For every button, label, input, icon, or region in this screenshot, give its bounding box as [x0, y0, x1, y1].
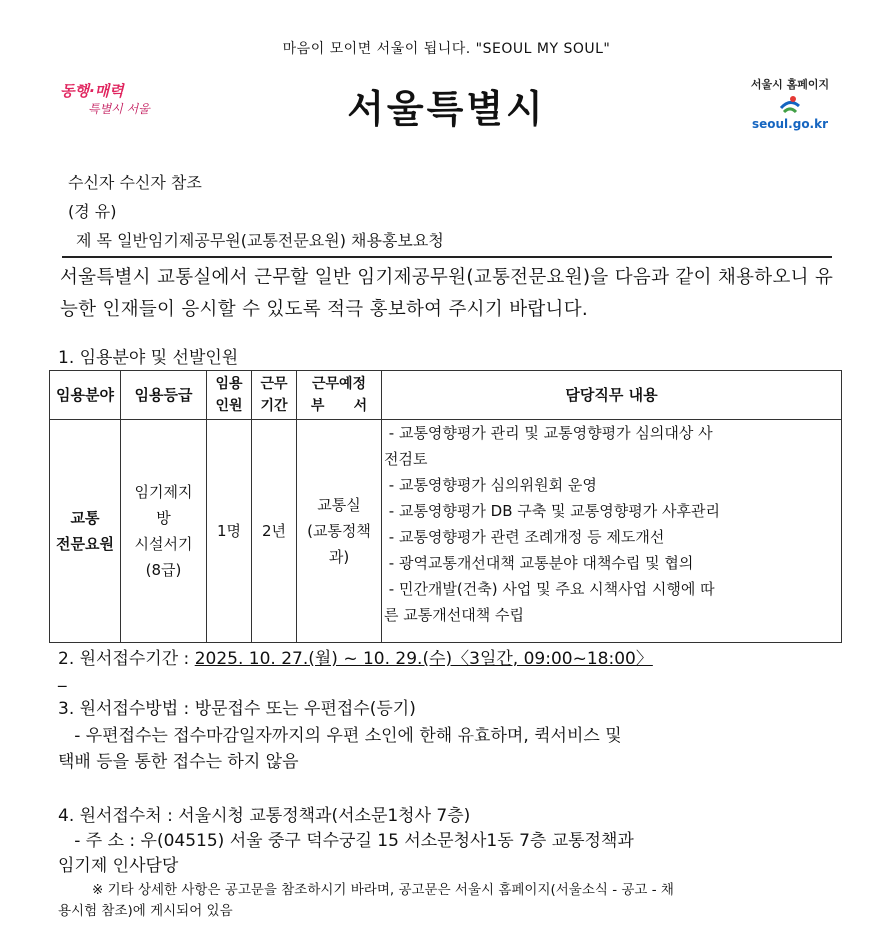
subject: 제 목 일반임기제공무원(교통전문요원) 채용홍보요청: [76, 231, 444, 250]
header-count: 임용 인원: [207, 371, 252, 420]
org-title: 서울특별시: [347, 87, 546, 131]
section1-title: 1. 임용분야 및 선발인원: [58, 348, 239, 368]
cell-field: 교통 전문요원: [50, 420, 121, 643]
section2: [58, 644, 653, 669]
note-line2: 용시험 참조)에 게시되어 있음: [58, 903, 233, 919]
logo-line2: 특별시 서울: [88, 102, 150, 116]
duty-line: - 교통영향평가 관련 조례개정 등 제도개선: [384, 528, 665, 546]
duty-line: - 민간개발(건축) 사업 및 주요 시책사업 시행에 따: [384, 580, 715, 598]
section3-title: 3. 원서접수방법 : 방문접수 또는 우편접수(등기): [58, 699, 416, 719]
cell-duties: [382, 420, 842, 643]
cell-dept: 교통실 (교통정책 과): [297, 420, 382, 643]
intro-paragraph: 서울특별시 교통실에서 근무할 일반 임기제공무원(교통전문요원)을 다음과 같이 채용하오니 유능한 인재들이 응시할 수 있도록 적극 홍보하여 주시기 바랍니다.: [60, 267, 834, 320]
header-dept: 근무예정 부 서: [297, 371, 382, 420]
header-field: 임용분야: [50, 371, 121, 420]
cell-grade: 임기제지 방 시설서기 (8급): [121, 420, 207, 643]
duty-line: - 광역교통개선대책 교통분야 대책수립 및 협의: [384, 554, 694, 572]
duty-line: 른 교통개선대책 수립: [384, 606, 524, 624]
note-line1: ※ 기타 상세한 사항은 공고문을 참조하시기 바라며, 공고문은 서울시 홈페이지(서울소식 - 공고 - 채: [92, 882, 674, 898]
duty-line: 전검토: [384, 450, 428, 468]
section2-label: 2. 원서접수기간 :: [58, 649, 195, 669]
header-duties: 담당직무 내용: [382, 371, 842, 420]
duty-line: - 교통영향평가 심의위원회 운영: [384, 476, 597, 494]
table-row: [50, 420, 842, 643]
logo-line1: 동행·매력: [60, 82, 124, 100]
section4-title: 4. 원서접수처 : 서울시청 교통정책과(서소문1청사 7층): [58, 806, 471, 826]
section4-line2: 임기제 인사담당: [58, 856, 179, 876]
divider: [62, 256, 832, 258]
section3-line2: 택배 등을 통한 접수는 하지 않음: [58, 752, 299, 772]
section2-mark: _: [58, 668, 67, 688]
duty-line: - 교통영향평가 DB 구축 및 교통영향평가 사후관리: [384, 502, 720, 520]
section3-line1: - 우편접수는 접수마감일자까지의 우편 소인에 한해 유효하며, 퀵서비스 및: [58, 726, 622, 746]
header-grade: 임용등급: [121, 371, 207, 420]
recipient: 수신자 수신자 참조: [68, 173, 202, 192]
section4-line1: - 주 소 : 우(04515) 서울 중구 덕수궁길 15 서소문청사1동 7층 교통정책과: [58, 831, 634, 851]
homepage-label: 서울시 홈페이지: [750, 78, 830, 91]
via: (경 유): [68, 202, 117, 221]
seoul-homepage-logo[interactable]: [735, 76, 845, 131]
duty-line: - 교통영향평가 관리 및 교통영향평가 심의대상 사: [384, 424, 713, 442]
cell-count: 1명: [207, 420, 252, 643]
seoul-symbol-icon: [777, 94, 803, 116]
application-period: 2025. 10. 27.(월) ~ 10. 29.(수)〈3일간, 09:00~18:00〉: [194, 649, 653, 669]
slogan: 마음이 모이면 서울이 됩니다. "SEOUL MY SOUL": [282, 41, 611, 57]
cell-period: 2년: [252, 420, 297, 643]
table-header-row: [50, 371, 842, 420]
header-period: 근무 기간: [252, 371, 297, 420]
homepage-domain: seoul.go.kr: [751, 117, 829, 131]
recruitment-table: [49, 370, 842, 643]
